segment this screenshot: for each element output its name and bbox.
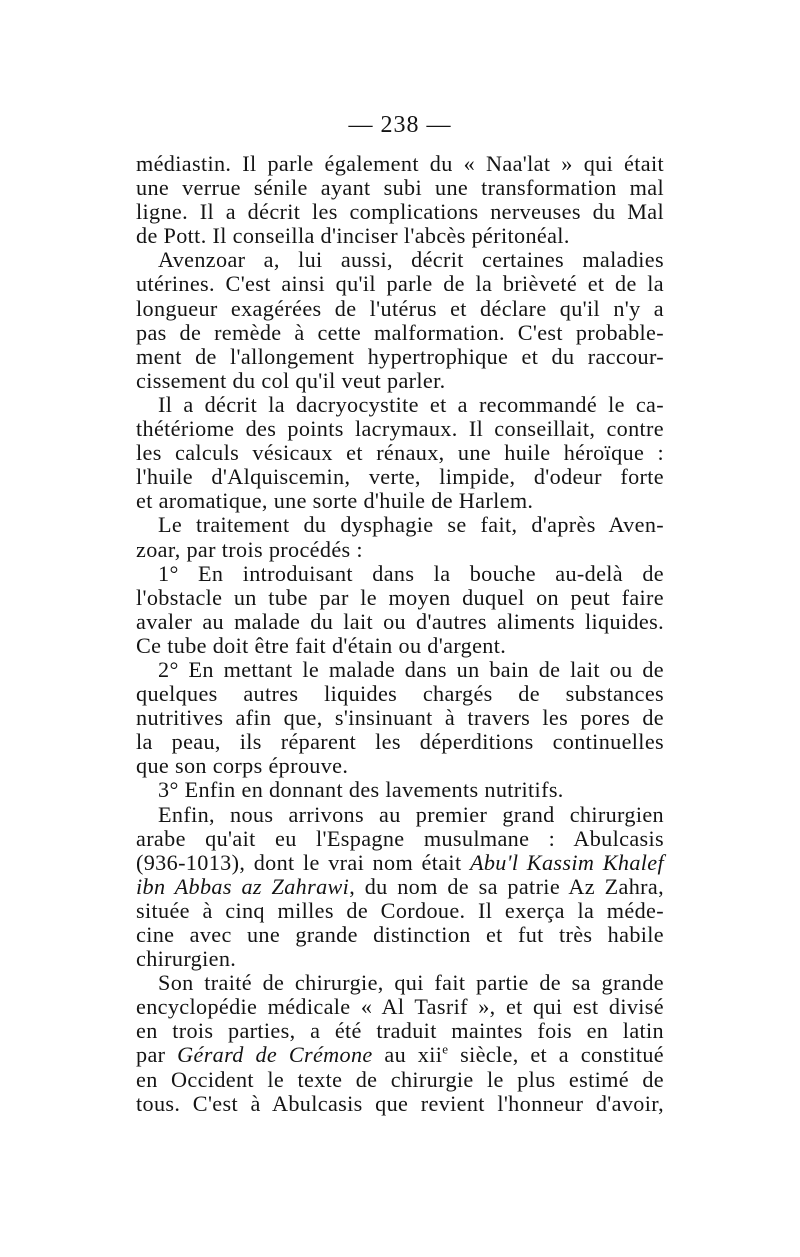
text-line: 1° En introduisant dans la bouche au-delà de xyxy=(158,560,664,586)
text-line: utérines. C'est ainsi qu'il parle de la brièveté et de la xyxy=(136,271,664,297)
text-line: cissement du col qu'il veut parler. xyxy=(136,367,446,393)
text-line: Il a décrit la dacryocystite et a recommandé le ca- xyxy=(158,391,664,417)
text-line: médiastin. Il parle également du « Naa'lat » qui était xyxy=(136,151,664,176)
italic-name: Abu'l Kassim Khalef xyxy=(469,849,664,875)
text-line: ment de l'allongement hypertrophique et du raccour- xyxy=(136,343,664,369)
text-line: nutritives afin que, s'insinuant à travers les pores de xyxy=(136,705,664,731)
text-fragment: au xii xyxy=(372,1042,443,1068)
text-line: l'huile d'Alquiscemin, verte, limpide, d'odeur forte xyxy=(136,464,664,490)
text-line: 3° Enfin en donnant des lavements nutritifs. xyxy=(158,777,564,803)
text-line: Avenzoar a, lui aussi, décrit certaines maladies xyxy=(158,247,664,273)
text-fragment: par xyxy=(136,1042,178,1068)
text-line: cine avec une grande distinction et fut très habile xyxy=(136,922,664,947)
text-line: quelques autres liquides chargés de substances xyxy=(136,681,664,707)
text-line: ligne. Il a décrit les complications nerveuses du Mal xyxy=(136,199,664,225)
text-line: une verrue sénile ayant subi une transformation mal xyxy=(136,175,664,201)
page-number: — 238 — xyxy=(348,112,452,138)
text-fragment: siècle, et a constitué xyxy=(448,1042,664,1068)
body-text xyxy=(136,152,664,1116)
text-fragment: , du nom de sa patrie Az Zahra, xyxy=(349,873,664,899)
text-line: encyclopédie médicale « Al Tasrif », et qui est divisé xyxy=(136,994,664,1020)
text-line: que son corps éprouve. xyxy=(136,753,349,779)
text-line: arabe qu'ait eu l'Espagne musulmane : Abulcasis xyxy=(136,825,664,851)
text-line-mixed xyxy=(136,1043,664,1067)
italic-name: Gérard de Crémone xyxy=(177,1042,373,1068)
superscript: e xyxy=(442,1042,449,1058)
text-line: Le traitement du dysphagie se fait, d'après Aven- xyxy=(158,512,664,538)
text-line-mixed xyxy=(136,851,664,875)
text-line: chirurgien. xyxy=(136,946,237,972)
italic-name-cont: ibn Abbas az Zahrawi xyxy=(136,873,350,899)
text-fragment: (936-1013), dont le vrai nom était xyxy=(136,849,470,875)
text-line: 2° En mettant le malade dans un bain de lait ou de xyxy=(158,656,664,682)
text-line: la peau, ils réparent les déperditions continuelles xyxy=(136,729,664,755)
text-line: pas de remède à cette malformation. C'est probable- xyxy=(136,319,664,345)
text-line: située à cinq milles de Cordoue. Il exerça la méde- xyxy=(136,897,664,923)
text-line: les calculs vésicaux et rénaux, une huile héroïque : xyxy=(136,440,664,466)
text-line: thétériome des points lacrymaux. Il conseillait, contre xyxy=(136,416,664,442)
text-line: de Pott. Il conseilla d'inciser l'abcès péritonéal. xyxy=(136,223,570,249)
text-line: Enfin, nous arrivons au premier grand chirurgien xyxy=(158,801,664,827)
text-line: en trois parties, a été traduit maintes fois en latin xyxy=(136,1018,664,1044)
text-line-mixed xyxy=(136,875,664,899)
text-line: longueur exagérées de l'utérus et déclare qu'il n'y a xyxy=(136,295,664,321)
text-line: Ce tube doit être fait d'étain ou d'argent. xyxy=(136,632,507,658)
text-line: et aromatique, une sorte d'huile de Harlem. xyxy=(136,488,534,514)
text-line: tous. C'est à Abulcasis que revient l'honneur d'avoir, xyxy=(136,1090,664,1116)
text-line: zoar, par trois procédés : xyxy=(136,536,363,562)
text-line: avaler au malade du lait ou d'autres aliments liquides. xyxy=(136,608,664,634)
text-line: en Occident le texte de chirurgie le plus estimé de xyxy=(136,1066,664,1092)
text-line: Son traité de chirurgie, qui fait partie de sa grande xyxy=(158,970,664,996)
text-line: l'obstacle un tube par le moyen duquel on peut faire xyxy=(136,584,664,610)
